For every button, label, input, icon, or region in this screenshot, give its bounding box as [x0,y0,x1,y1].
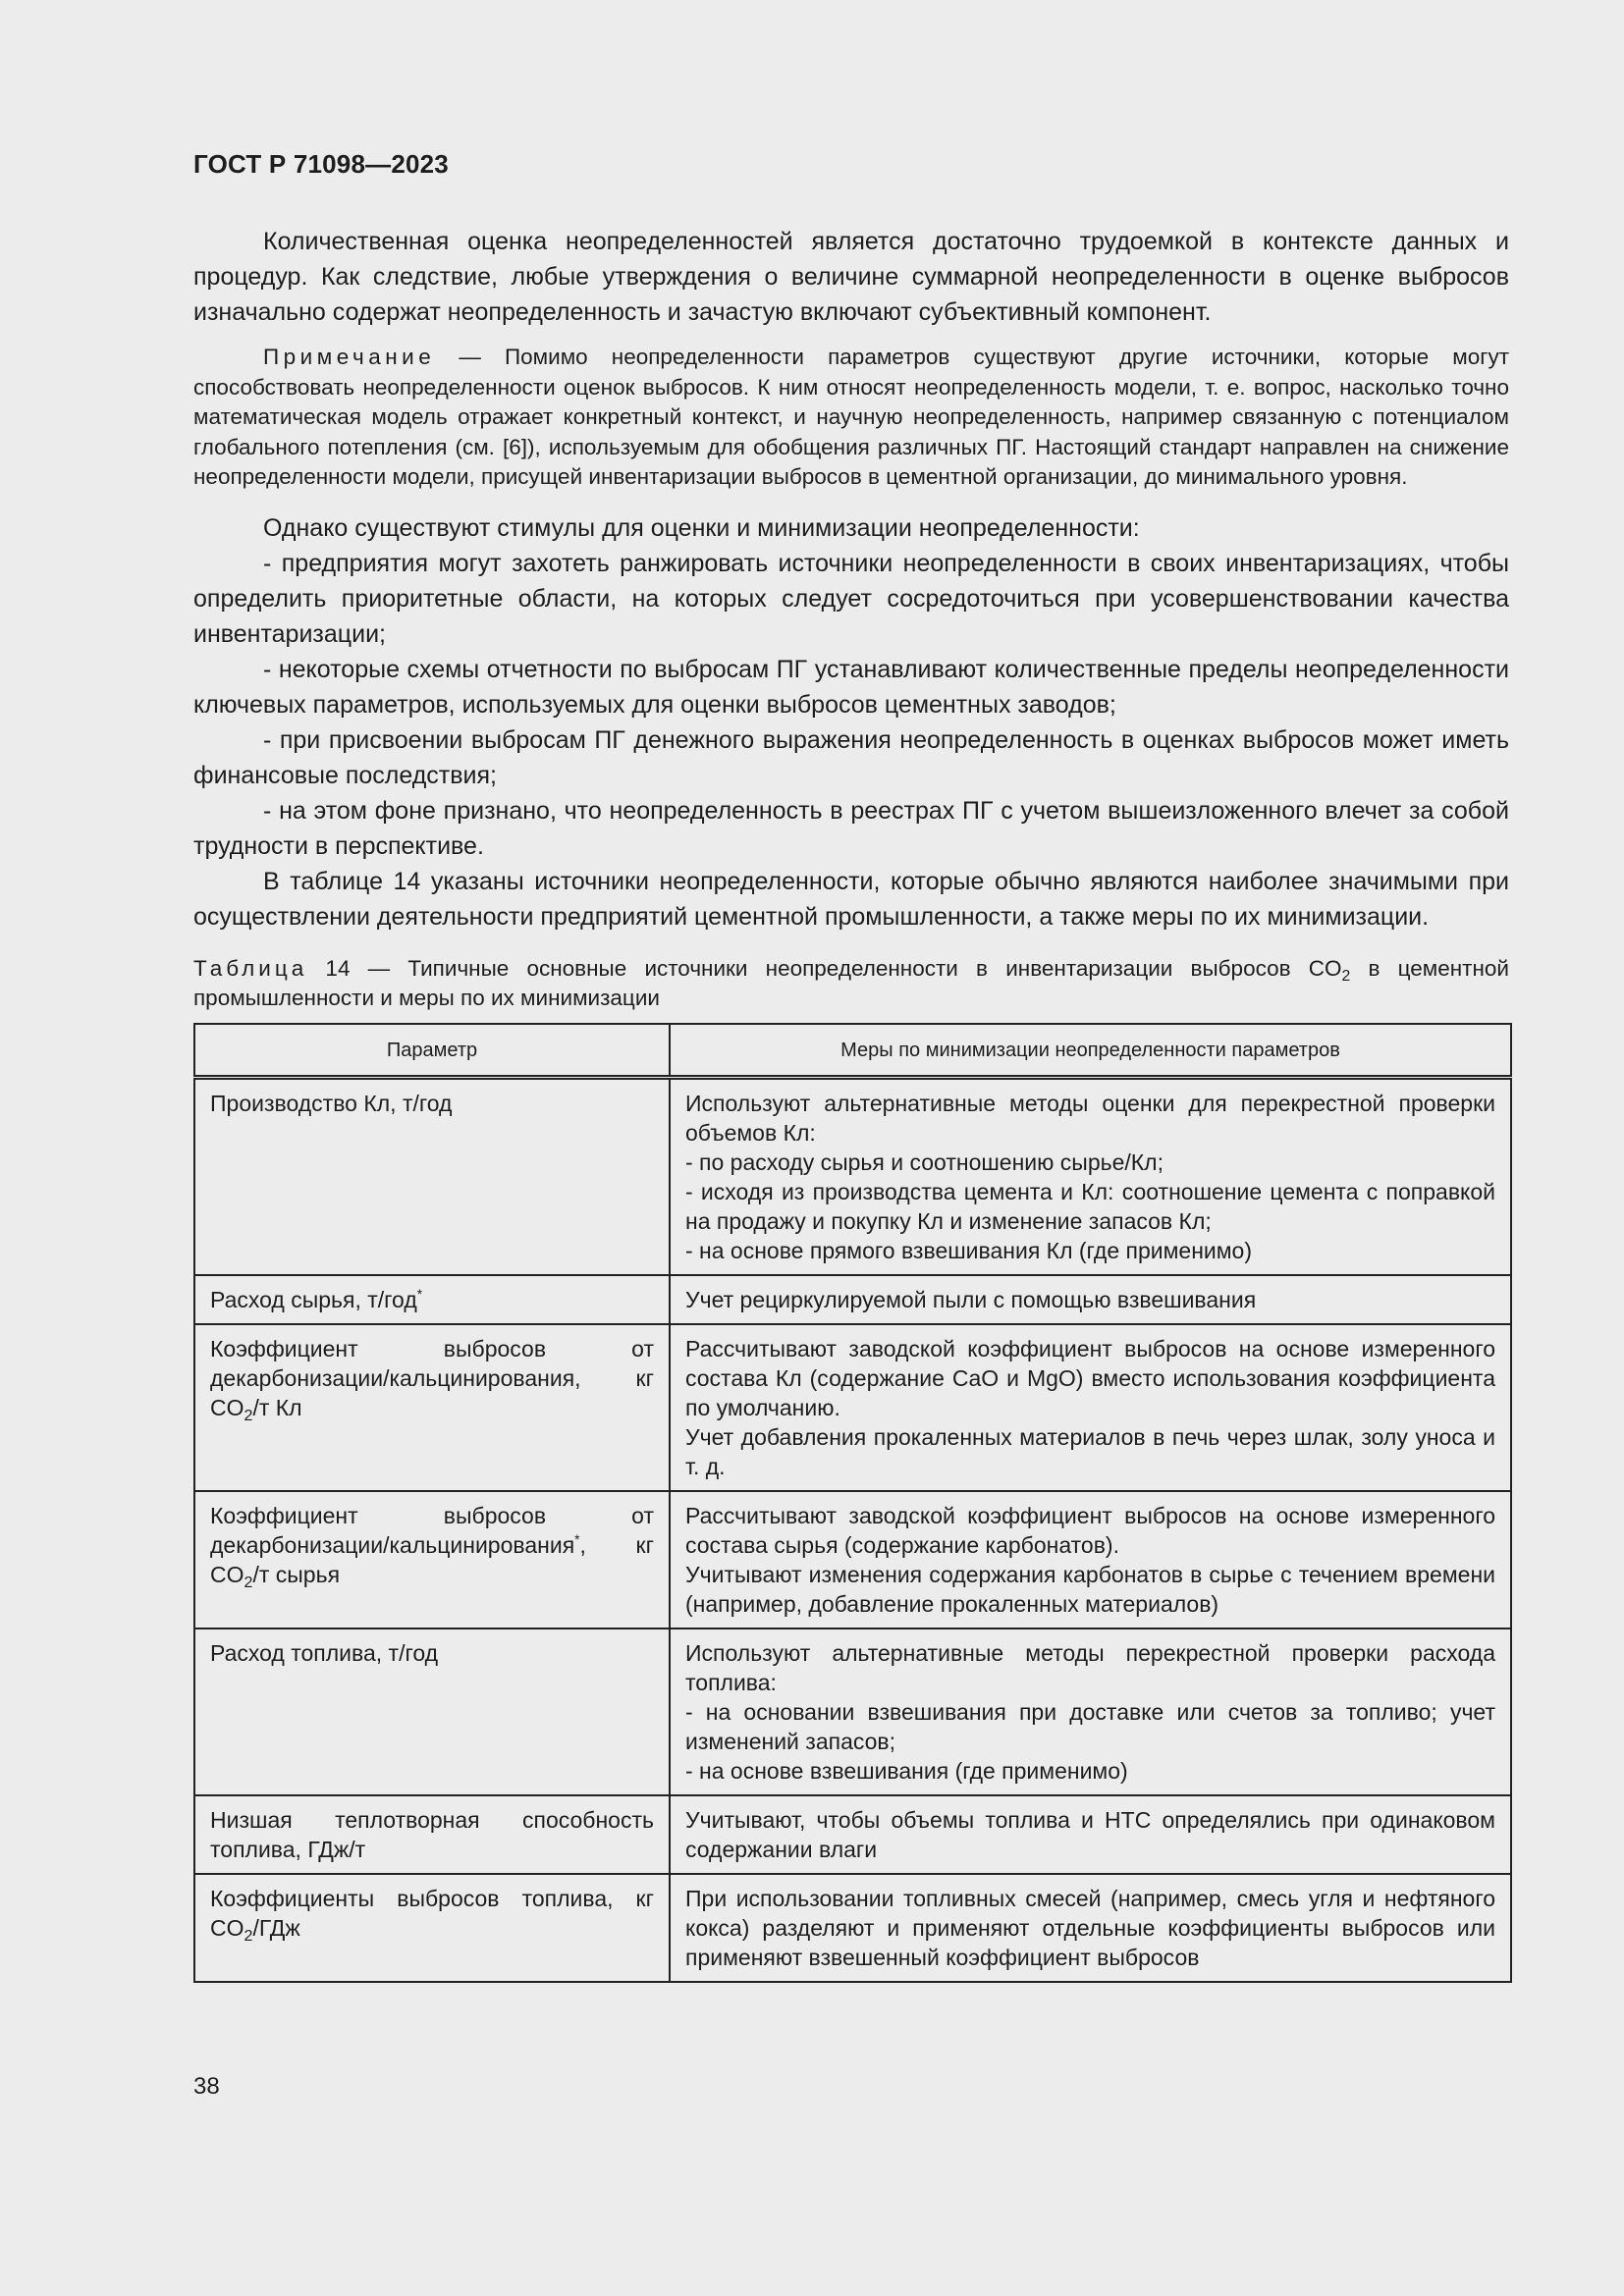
table-row [194,1629,1511,1795]
cell-parameter [194,1324,670,1491]
document-header-id: ГОСТ Р 71098—2023 [193,149,449,179]
param-text-end: /т сырья [252,1561,341,1587]
page-content [193,224,1509,1983]
column-header-measures: Меры по минимизации неопределенности параметров [670,1024,1511,1078]
table-caption-text-end: в цементной промышленности и меры по их минимизации [193,955,1509,1010]
param-sub: 2 [244,1573,253,1591]
table-row [194,1077,1511,1275]
list-item: - предприятия могут захотеть ранжировать источники неопределенности в своих инвентаризациях, чтобы определить приоритетные области, на которых следует сосредоточиться при усовершенствовании качества инвентаризации; [193,549,1509,648]
paragraph-table-reference: В таблице 14 указаны источники неопределенности, которые обычно являются наиболее значимыми при осуществлении деятельности предприятий цементной промышленности, а также меры по их минимизации. [193,867,1509,931]
footnote-mark: * [574,1531,580,1547]
measure-line: При использовании топливных смесей (например, смесь угля и нефтяного кокса) разделяют и применяют отдельные коэффициенты выбросов или применяют взвешенный коэффициент выбросов [685,1885,1495,1970]
param-sub: 2 [244,1926,253,1945]
list-item: - при присвоении выбросам ПГ денежного выражения неопределенность в оценках выбросов может иметь финансовые последствия; [193,725,1509,789]
cell-parameter [194,1491,670,1629]
table-caption [193,954,1509,1013]
footnote-mark: * [416,1286,423,1302]
paragraph-intro: Количественная оценка неопределенностей является достаточно трудоемкой в контексте данных и процедур. Как следствие, любые утверждения о величине суммарной неопределенности в оценке выбросов изначально содержат неопределенность и зачастую включают субъективный компонент. [193,228,1509,326]
table-row [194,1795,1511,1874]
cell-parameter: Низшая теплотворная способность топлива, ГДж/т [194,1795,670,1874]
table-row [194,1874,1511,1982]
measure-line: Учитывают изменения содержания карбонатов в сырье с течением времени (например, добавление прокаленных материалов) [685,1561,1495,1617]
param-text-end: /т Кл [252,1394,302,1420]
paragraph-incentives: Однако существуют стимулы для оценки и минимизации неопределенности: [263,513,1140,542]
measure-line: - на основе прямого взвешивания Кл (где применимо) [685,1237,1253,1263]
measure-line: Используют альтернативные методы оценки для перекрестной проверки объемов Кл: [685,1090,1495,1146]
table-row [194,1275,1511,1324]
cell-measures [670,1629,1511,1795]
measure-line: Используют альтернативные методы перекрестной проверки расхода топлива: [685,1639,1495,1695]
param-text: Коэффициент выбросов от декарбонизации/кальцинирования [210,1502,654,1558]
table-caption-text: 14 — Типичные основные источники неопределенности в инвентаризации выбросов CO [307,955,1342,981]
table-row [194,1324,1511,1491]
table-caption-sub: 2 [1341,967,1351,985]
note-label: Примечание [263,345,436,369]
measure-line: - по расходу сырья и соотношению сырье/Кл; [685,1148,1164,1175]
measure-line: - на основе взвешивания (где применимо) [685,1757,1128,1784]
page-number: 38 [193,2073,220,2100]
param-text: Коэффициенты выбросов топлива, кг CO [210,1885,654,1941]
measure-line: Учет добавления прокаленных материалов в печь через шлак, золу уноса и т. д. [685,1423,1495,1479]
note-paragraph [193,343,1509,493]
param-text: Расход сырья, т/год [210,1286,417,1312]
table-caption-label: Таблица [193,955,308,981]
param-text: Коэффициент выбросов от декарбонизации/кальцинирования, кг CO [210,1335,654,1420]
cell-parameter: Расход топлива, т/год [194,1629,670,1795]
measure-line: Рассчитывают заводской коэффициент выбросов на основе измеренного состава сырья (содержание карбонатов). [685,1502,1495,1558]
column-header-parameter: Параметр [194,1024,670,1078]
measure-line: - исходя из производства цемента и Кл: соотношение цемента с поправкой на продажу и покупку Кл и изменение запасов Кл; [685,1178,1495,1234]
cell-measures [670,1874,1511,1982]
table-row [194,1491,1511,1629]
list-item: - некоторые схемы отчетности по выбросам ПГ устанавливают количественные пределы неопределенности ключевых параметров, используемых для оценки выбросов цементных заводов; [193,655,1509,719]
cell-parameter [194,1874,670,1982]
measure-line: - на основании взвешивания при доставке или счетов за топливо; учет изменений запасов; [685,1698,1495,1754]
cell-measures [670,1491,1511,1629]
table-header-row [194,1024,1511,1078]
measure-line: Учитывают, чтобы объемы топлива и НТС определялись при одинаковом содержании влаги [685,1806,1495,1862]
uncertainty-table [193,1023,1512,1983]
measure-line: Учет рециркулируемой пыли с помощью взвешивания [685,1286,1257,1312]
list-item: - на этом фоне признано, что неопределенность в реестрах ПГ с учетом вышеизложенного влечет за собой трудности в перспективе. [193,796,1509,860]
cell-measures [670,1077,1511,1275]
param-text-end: /ГДж [252,1914,300,1941]
note-text: — Помимо неопределенности параметров существуют другие источники, которые могут способствовать неопределенности оценок выбросов. К ним относят неопределенность модели, т. е. вопрос, насколько точно математическая модель отражает конкретный контекст, и научную неопределенность, например связанную с потенциалом глобального потепления (см. [6]), используемым для обобщения различных ПГ. Настоящий стандарт направлен на снижение неопределенности модели, присущей инвентаризации выбросов в цементной организации, до минимального уровня. [193,345,1509,489]
param-sub: 2 [244,1406,253,1424]
cell-parameter [194,1275,670,1324]
cell-measures [670,1324,1511,1491]
measure-line: Рассчитывают заводской коэффициент выбросов на основе измеренного состава Кл (содержание CaO и MgO) вместо использования коэффициента по умолчанию. [685,1335,1495,1420]
cell-measures [670,1795,1511,1874]
param-text-mid: , кг CO [210,1531,654,1587]
cell-measures [670,1275,1511,1324]
cell-parameter: Производство Кл, т/год [194,1077,670,1275]
